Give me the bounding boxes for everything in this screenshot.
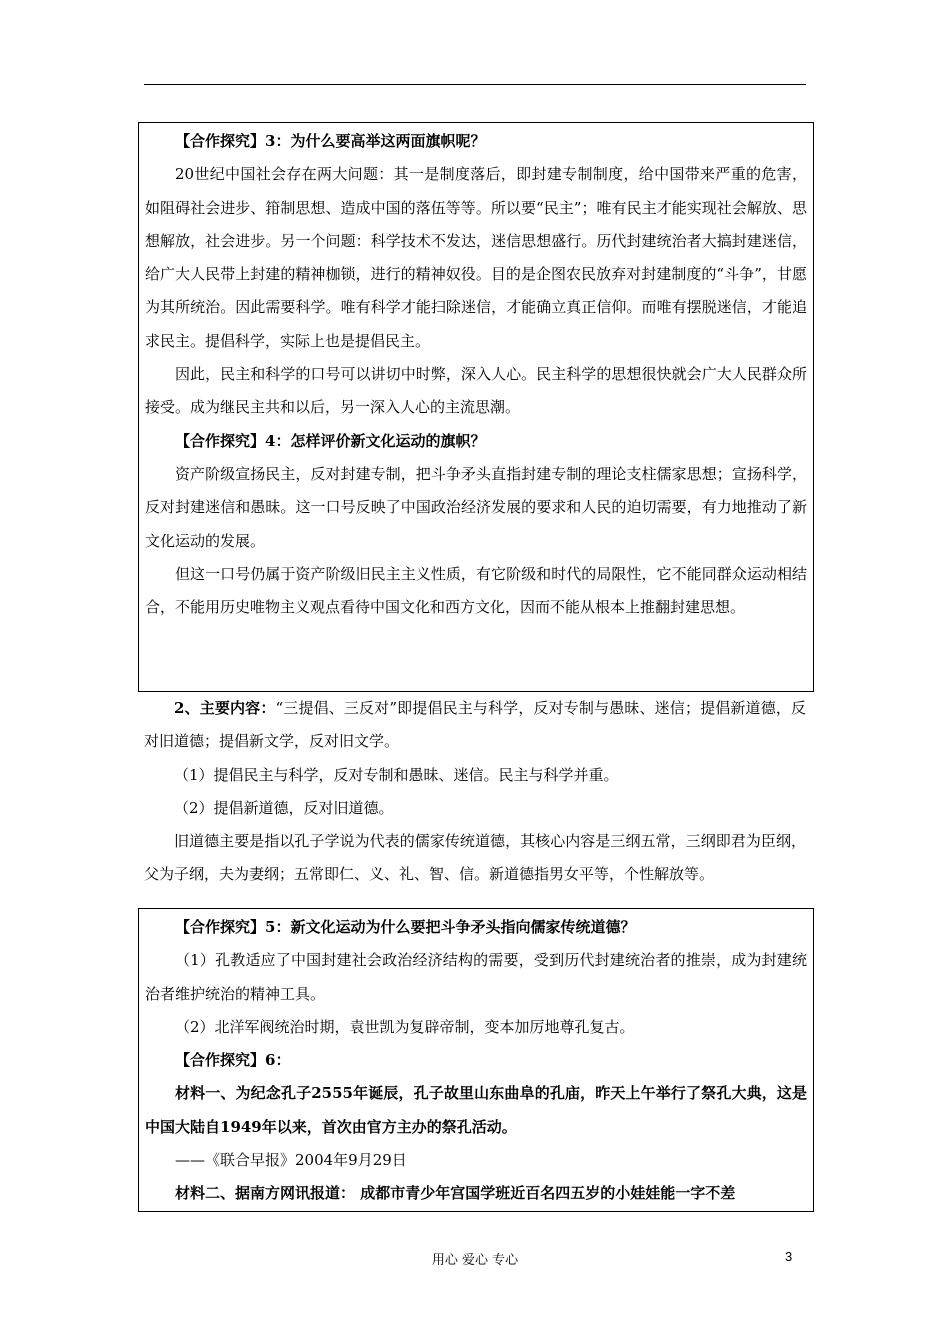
inquiry-3-paragraph-2: 因此，民主和科学的口号可以讲切中时弊，深入人心。民主科学的思想很快就会广大人民群众所接受。成为继民主共和以后，另一深入人心的主流思潮。 [145, 365, 807, 417]
inquiry-4-paragraph-2: 但这一口号仍属于资产阶级旧民主主义性质，有它阶级和时代的局限性，它不能同群众运动相结合，不能用历史唯物主义观点看待中国文化和西方文化，因而不能从根本上推翻封建思想。 [145, 564, 807, 617]
inquiry-6-heading: 【合作探究】6： [175, 1051, 291, 1070]
inquiry-5-item-2: （2）北洋军阀统治时期，袁世凯为复辟帝制，变本加厉地尊孔复古。 [175, 1017, 635, 1036]
inquiry-3-heading: 【合作探究】3：为什么要高举这两面旗帜呢？ [175, 132, 486, 150]
section-2-item-2: （2）提倡新道德，反对旧道德。 [174, 798, 394, 817]
inquiry-5-item-1: （1）孔教适应了中国封建社会政治经济结构的需要，受到历代封建统治者的推崇，成为封建统治者维护统治的精神工具。 [145, 951, 807, 1003]
inquiry-4-heading: 【合作探究】4：怎样评价新文化运动的旗帜？ [175, 431, 486, 450]
inquiry-4-paragraph-1: 资产阶级宣扬民主，反对封建专制，把斗争矛头直指封建专制的理论支柱儒家思想；宣扬科学，反对封建迷信和愚昧。这一口号反映了中国政治经济发展的要求和人民的迫切需要，有力地推动了新文化运动的发展。 [145, 464, 807, 550]
main-content-section [144, 692, 806, 892]
header-rule [144, 84, 806, 85]
inquiry-box-5-6 [138, 908, 814, 1212]
section-2-text: “三提倡、三反对”即提倡民主与科学，反对专制与愚昧、迷信；提倡新道德，反对旧道德；提倡新文学，反对旧文学。 [144, 699, 806, 751]
inquiry-3-paragraph-1: 20世纪中国社会存在两大问题：其一是制度落后，即封建专制制度，给中国带来严重的危害，如阻碍社会进步、箝制思想、造成中国的落伍等等。所以要“民主”；唯有民主才能实现社会解放、思想解放，社会进步。另一个问题：科学技术不发达，迷信思想盛行。历代封建统治者大搞封建迷信，给广大人民带上封建的精神枷锁，进行的精神奴役。目的是企图农民放弃对封建制度的“斗争”，甘愿为其所统治。因此需要科学。唯有科学才能扫除迷信，才能确立真正信仰。而唯有摆脱迷信，才能追求民主。提倡科学，实际上也是提倡民主。 [145, 165, 807, 350]
old-morality-paragraph: 旧道德主要是指以孔子学说为代表的儒家传统道德，其核心内容是三纲五常，三纲即君为臣纲，父为子纲，夫为妻纲；五常即仁、义、礼、智、信。新道德指男女平等，个性解放等。 [144, 832, 806, 884]
section-2-item-1: （1）提倡民主与科学，反对专制和愚昧、迷信。民主与科学并重。 [174, 765, 619, 784]
footer-motto: 用心 爱心 专心 [431, 1253, 519, 1268]
material-1: 材料一、为纪念孔子2555年诞辰，孔子故里山东曲阜的孔庙，昨天上午举行了祭孔大典，这是中国大陆自1949年以来，首次由官方主办的祭孔活动。 [145, 1084, 807, 1136]
inquiry-5-heading: 【合作探究】5：新文化运动为什么要把斗争矛头指向儒家传统道德？ [175, 918, 636, 936]
section-2-label: 2、主要内容： [174, 699, 276, 717]
page-number: 3 [785, 1249, 793, 1264]
material-2: 材料二、据南方网讯报道： 成都市青少年宫国学班近百名四五岁的小娃娃能一字不差 [175, 1184, 736, 1203]
section-2-paragraph [144, 692, 806, 759]
material-1-source: ——《联合早报》2004年9月29日 [175, 1151, 407, 1170]
inquiry-box-3-4 [138, 122, 814, 692]
